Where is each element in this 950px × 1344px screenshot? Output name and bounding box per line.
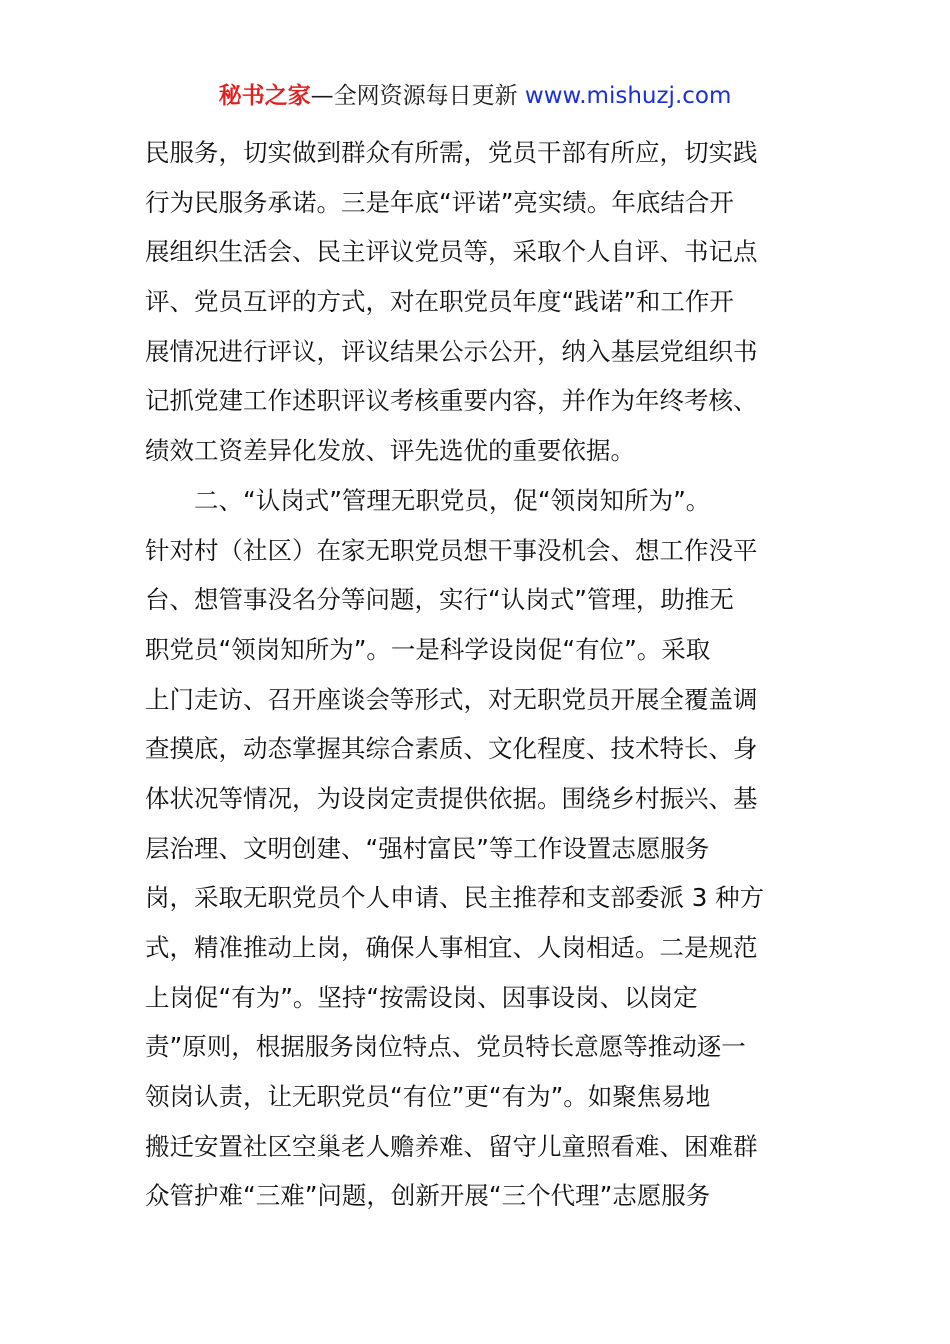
text-line: 台、想管事没名分等问题，实行“认岗式”管理，助推无 xyxy=(145,585,734,615)
text-line: 责”原则，根据服务岗位特点、党员特长意愿等推动逐一 xyxy=(145,1032,746,1062)
body-text xyxy=(145,128,815,1221)
text-line: 查摸底，动态掌握其综合素质、文化程度、技术特长、身 xyxy=(145,734,758,764)
text-line: 行为民服务承诺。三是年底“评诺”亮实绩。年底结合开 xyxy=(145,187,734,217)
brand-name: 秘书之家 xyxy=(218,83,311,109)
text-line: 民服务，切实做到群众有所需，党员干部有所应，切实践 xyxy=(145,138,758,167)
text-line: 体状况等情况，为设岗定责提供依据。围绕乡村振兴、基 xyxy=(145,783,758,813)
text-line: 层治理、文明创建、“强村富民”等工作设置志愿服务 xyxy=(145,833,710,863)
text-line: 上门走访、召开座谈会等形式，对无职党员开展全覆盖调 xyxy=(145,684,758,714)
header-url: www.mishuzj.com xyxy=(524,83,732,109)
page-header xyxy=(0,80,950,112)
section-heading-line: 二、“认岗式”管理无职党员，促“领岗知所为”。 xyxy=(145,485,711,515)
text-line: 记抓党建工作述职评议考核重要内容，并作为年终考核、 xyxy=(145,386,758,416)
text-line: 领岗认责，让无职党员“有位”更“有为”。如聚焦易地 xyxy=(145,1082,711,1112)
text-line: 搬迁安置社区空巢老人赡养难、留守儿童照看难、困难群 xyxy=(145,1131,758,1161)
text-line: 针对村（社区）在家无职党员想干事没机会、想工作没平 xyxy=(145,535,758,565)
header-tagline: —全网资源每日更新 xyxy=(310,83,518,109)
text-line: 上岗促“有为”。坚持“按需设岗、因事设岗、以岗定 xyxy=(145,982,698,1012)
text-line: 展情况进行评议，评议结果公示公开，纳入基层党组织书 xyxy=(145,336,758,366)
text-line: 式，精准推动上岗，确保人事相宜、人岗相适。二是规范 xyxy=(145,933,758,962)
text-line: 绩效工资差异化发放、评先选优的重要依据。 xyxy=(145,436,635,466)
text-line: 岗，采取无职党员个人申请、民主推荐和支部委派 3 种方 xyxy=(145,883,765,913)
text-line: 职党员“领岗知所为”。一是科学设岗促“有位”。采取 xyxy=(145,634,711,664)
text-line: 评、党员互评的方式，对在职党员年度“践诺”和工作开 xyxy=(145,287,734,317)
text-line: 众管护难“三难”问题，创新开展“三个代理”志愿服务 xyxy=(145,1181,711,1211)
text-line: 展组织生活会、民主评议党员等，采取个人自评、书记点 xyxy=(145,237,758,267)
